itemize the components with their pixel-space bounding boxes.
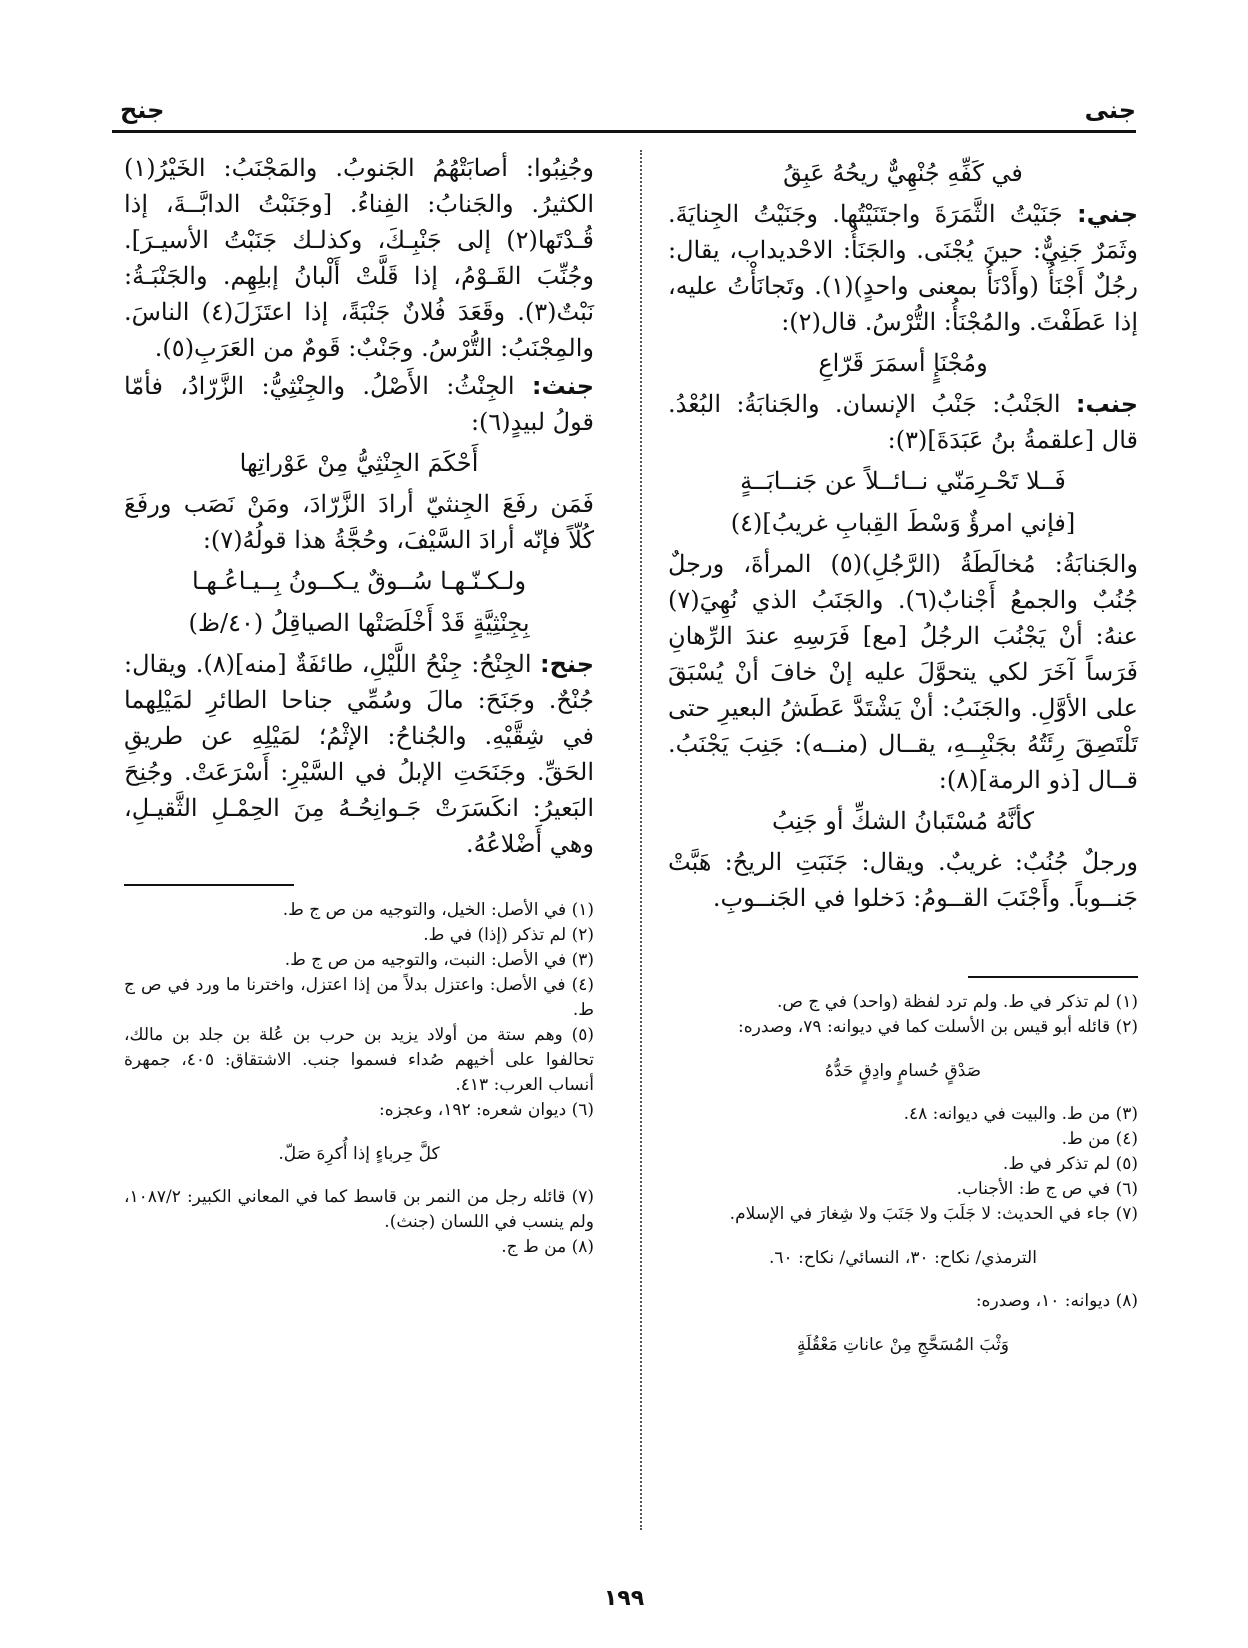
verse: أَحْكَمَ الجِنْثِيُّ مِنْ عَوْراتِها	[239, 449, 479, 477]
verse: بِجِنْثِيَّةٍ قَدْ أَخْلَصَتْها الصياقِلُ (٤٠/ظ)	[188, 609, 530, 637]
entry-text: الجِنْحُ: جِنْحُ اللَّيْلِ، طائفَةٌ [منه](٨). ويقال: جُنْحٌ. وجَنَحَ: مالَ وسُمِّي جناحا الطائرِ لمَيْلِهما في شِقَّيْهِ. والجُناحُ: الإثْمُ؛ لمَيْلِهِ عن طريقِ الحَقِّ. وجَنَحَتِ الإبلُ في السَّيْرِ: أَسْرَعَتْ. وجُنِحَ البَعيرُ: انكَسَرَتْ جَـوانِحُـهُ مِنَ الحِمْـلِ الثَّقيـلِ، وهي أَضْلاعُهُ.	[124, 650, 594, 858]
headword: جنح:	[540, 650, 594, 678]
running-head-left: جنح	[120, 96, 165, 124]
footnotes	[124, 898, 594, 1260]
footnote-verse: صَدْقٍ حُسامٍ وادِقٍ حَدُّهُ	[824, 1061, 982, 1081]
footnotes	[668, 990, 1138, 1359]
headword: جنث:	[531, 372, 594, 400]
footnote-verse: كلَّ حِرباءٍ إذا أُكرِهَ صَلّ.	[278, 1144, 440, 1164]
headword: جنب:	[1075, 390, 1138, 418]
right-column	[668, 150, 1138, 1376]
footnote: (٣) في الأصل: النبت، والتوجيه من ص ج ط.	[284, 950, 594, 970]
verse: كأنَّهُ مُسْتَبانُ الشكِّ أو جَنِبُ	[771, 807, 1034, 835]
entry-text: ورجلٌ جُنُبٌ: غريبٌ. ويقال: جَنَبَتِ الريحُ: هَبَّتْ جَنــوباً. وأَجْنَبَ القــومُ: دَخلوا في الجَنــوبِ.	[668, 848, 1138, 912]
entry-jnth	[124, 368, 594, 440]
footnote: (٢) لم تذكر (إذا) في ط.	[423, 925, 594, 945]
footnote: (١) لم تذكر في ط. ولم ترد لفظة (واحد) في ج ص.	[777, 992, 1138, 1012]
verse: فَــلا تَحْـرِمَنّي نــائــلاً عن جَنــابَــةٍ	[740, 467, 1066, 495]
headword: جني:	[1077, 200, 1138, 228]
footnote: (٣) من ط. والبيت في ديوانه: ٤٨.	[903, 1104, 1138, 1124]
running-head-right: جنى	[1084, 96, 1136, 124]
footnote: (٨) ديوانه: ١٠، وصدره:	[975, 1291, 1138, 1311]
footnote-continuation: الترمذي/ نكاح: ٣٠، النسائي/ نكاح: ٦٠.	[769, 1248, 1037, 1268]
footnote: (٥) وهم ستة من أولاد يزيد بن حرب بن عُلة بن جلد بن مالك، تحالفوا على أخيهم صُداء فسموا جنب. الاشتقاق: ٤٠٥، جمهرة أنساب العرب: ٤١٣.	[124, 1025, 595, 1095]
column-divider	[640, 150, 642, 1530]
entry-text: الجَنْبُ: جَنْبُ الإنسان. والجَنابَةُ: البُعْدُ. قال [علقمةُ بنُ عَبَدَةَ](٣):	[668, 390, 1138, 454]
left-column	[124, 150, 594, 1260]
entry-text: والجَنابَةُ: مُخالَطَةُ (الرَّجُلِ)(٥) المرأةَ، ورجلٌ جُنُبٌ والجمعُ أَجْنابٌ(٦). والجَنَبُ الذي نُهِيَ(٧) عنهُ: أنْ يَجْنُبَ الرجُلُ [مع] فَرَسِهِ عندَ الرِّهانِ فَرَساً آخَرَ لكي يتحوَّلَ عليه إنْ خافَ أنْ يُسْبَقَ على الأوَّلِ. والجَنَبُ: أنْ يَشْتَدَّ عَطَشُ البعيرِ حتى تَلْتَصِقَ رِئَتُهُ بجَنْبِــهِ، يقــال (منــه): جَنِبَ يَجْنَبُ. قــال [ذو الرمة](٨):	[668, 550, 1138, 794]
footnote: (٨) من ط ج.	[501, 1237, 594, 1257]
footnote: (١) في الأصل: الخيل، والتوجيه من ص ج ط.	[282, 900, 594, 920]
entry-text: الجِنْثُ: الأَصْلُ. والجِنْثِيُّ: الزَّرّادُ، فأمّا قولُ لبيدٍ(٦):	[124, 372, 594, 436]
entry-jnh	[124, 646, 594, 862]
footnote: (٤) في الأصل: واعتزل بدلاً من إذا اعتزل، واخترنا ما ورد في ص ج ط.	[124, 975, 594, 1020]
footnote: (٧) قائله رجل من النمر بن قاسط كما في المعاني الكبير: ١٠٨٧/٢، ولم ينسب في اللسان (جنث).	[124, 1187, 594, 1232]
verse: ولـكـنّـهـا سُــوقٌ يـكــونُ بِــيـاعُـهـا	[191, 567, 527, 595]
entry-text: وجُنِبُوا: أصابَتْهُمُ الجَنوبُ. والمَجْنَبُ: الخَيْرُ(١) الكثيرُ. والجَنابُ: الفِناءُ. [وجَنَبْتُ الدابَّــةَ، إذا قُـدْتَها(٢) إلى جَنْبِـكَ، وكذلـك جَنَبْتُ الأسيـرَ]. وجُنِّبَ القَـوْمُ، إذا قَلَّتْ أَلْبانُ إبلِهِم. والجَنْبَـةُ: نَبْتٌ(٣). وقَعَدَ فُلانٌ جَنْبَةً، إذا اعتَزَلَ(٤) الناسَ. والمِجْنَبُ: التُّرْسُ. وجَنْبٌ: قَومٌ من العَرَبِ(٥).	[124, 154, 594, 362]
footnote: (٦) ديوان شعره: ١٩٢، وعجزه:	[378, 1100, 594, 1120]
footnote: (٧) جاء في الحديث: لا جَلَبَ ولا جَنَبَ ولا شِغارَ في الإسلام.	[729, 1204, 1138, 1224]
footnote: (٦) في ص ج ط: الأجناب.	[956, 1179, 1138, 1199]
footnote: (٢) قائله أبو قيس بن الأسلت كما في ديوانه: ٧٩، وصدره:	[737, 1017, 1138, 1037]
footnote: (٥) لم تذكر في ط.	[1002, 1154, 1138, 1174]
page-number: ١٩٩	[603, 1586, 645, 1611]
entry-jnb	[668, 386, 1138, 458]
footnote-rule	[968, 976, 1138, 978]
verse: في كَفِّهِ جُنْهِيٌّ ريحُهُ عَبِقُ	[783, 159, 1023, 187]
footnote: (٤) من ط.	[1061, 1129, 1138, 1149]
verse: ومُجْنَإٍ أسمَرَ قَرّاعِ	[818, 349, 988, 377]
footnote-verse: وَثْبَ المُسَحَّجِ مِنْ عاناتِ مَعْقُلَةٍ	[796, 1335, 1010, 1355]
entry-text: فَمَن رفَعَ الجِنثيّ أرادَ الزَّرّادَ، ومَنْ نَصَب ورفَعَ كُلّاً فإنّه أرادَ السَّيْفَ، وحُجَّةُ هذا قولُهُ(٧):	[124, 490, 594, 554]
verse: [فإني امرؤٌ وَسْطَ القِبابِ غريبُ](٤)	[730, 509, 1076, 537]
entry-jny	[668, 196, 1138, 340]
footnote-rule	[124, 884, 294, 886]
entry-text: جَنَيْتُ الثَّمَرَةَ واجتَنَيْتُها. وجَنَيْتُ الجِنايَةَ. وثَمَرٌ جَنِيٌّ: حينَ يُجْنَى. والجَنَأُ: الاحْديداب، يقال: رجُلٌ أَجْنَأُ (وأَدْنَأُ بمعنى واحدٍ)(١). وتَجانَأْتُ عليه، إذا عَطَفْتَ. والمُجْنَأُ: التُّرْسُ. قال(٢):	[668, 200, 1138, 336]
header-rule	[112, 130, 1136, 133]
